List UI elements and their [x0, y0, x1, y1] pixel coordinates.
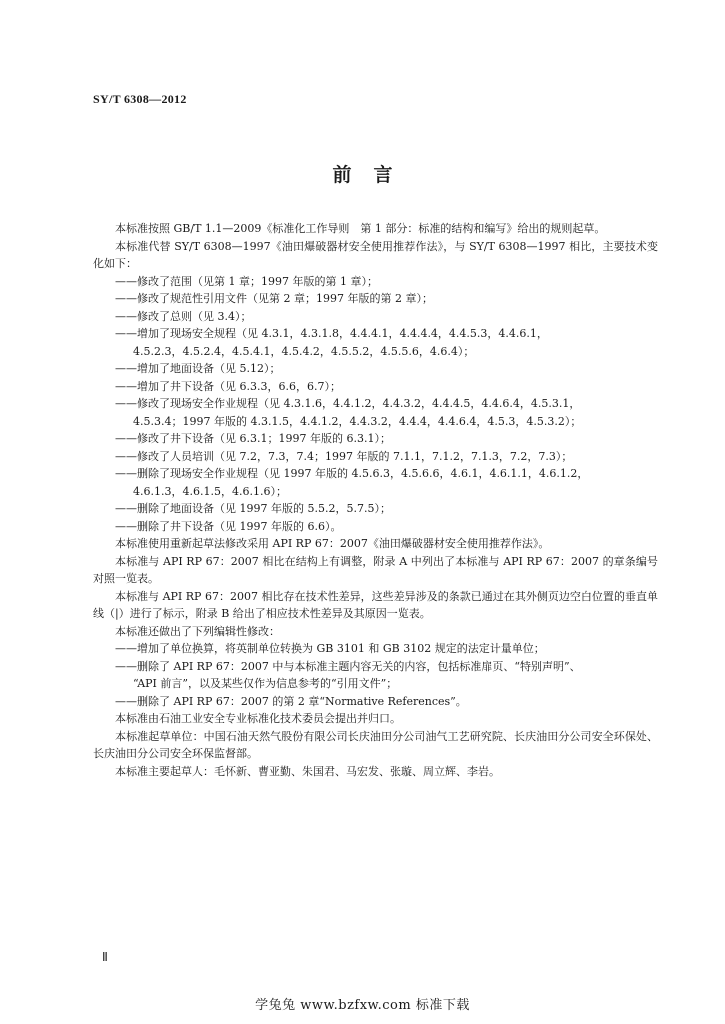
page-title: 前言 [332, 164, 415, 186]
list-item: ——增加了井下设备（见 6.3.3，6.6，6.7）； [115, 379, 341, 393]
list-item: ——删除了 API RP 67：2007 的第 2 章“Normative References”。 [115, 694, 467, 708]
paragraph: 本标准由石油工业安全专业标准化技术委员会提出并归口。 [115, 712, 401, 725]
list-item: ——修改了规范性引用文件（见第 2 章；1997 年版的第 2 章）； [115, 292, 433, 305]
list-item: ——修改了总则（见 3.4）； [115, 309, 252, 323]
paragraph: 本标准按照 GB/T 1.1—2009《标准化工作导则 第 1 部分：标准的结构和编写》给出的规则起草。 [115, 222, 606, 235]
paragraph: 本标准起草单位：中国石油天然气股份有限公司长庆油田分公司油气工艺研究院、长庆油田分公司安全环保处、长庆油田分公司安全环保监督部。 [93, 729, 658, 760]
paragraph: 本标准主要起草人：毛怀新、曹亚勤、朱国君、马宏发、张璇、周立辉、李岩。 [115, 764, 500, 778]
page-number: Ⅱ [102, 950, 108, 964]
list-item-continuation: 4.6.1.3，4.6.1.5，4.6.1.6）； [133, 484, 287, 498]
list-item: ——删除了现场安全作业规程（见 1997 年版的 4.5.6.3，4.5.6.6，4.6.1，4.6.1.1，4.6.1.2， [115, 467, 589, 480]
paragraph: 本标准代替 SY/T 6308—1997《油田爆破器材安全使用推荐作法》，与 SY/T 6308—1997 相比，主要技术变化如下： [93, 239, 658, 270]
list-item: ——修改了井下设备（见 6.3.1；1997 年版的 6.3.1）； [115, 432, 391, 445]
list-item-continuation: 4.5.3.4；1997 年版的 4.3.1.5，4.4.1.2，4.4.3.2，4.4.4，4.4.6.4，4.5.3，4.5.3.2）； [133, 414, 582, 428]
list-item: ——删除了地面设备（见 1997 年版的 5.5.2，5.7.5）； [115, 502, 391, 515]
list-item: ——增加了地面设备（见 5.12）； [115, 362, 281, 375]
list-item: ——增加了现场安全规程（见 4.3.1，4.3.1.8，4.4.4.1，4.4.4.4，4.4.5.3，4.4.6.1， [115, 327, 548, 340]
list-item: ——修改了现场安全作业规程（见 4.3.1.6，4.4.1.2，4.4.3.2，4.4.4.5，4.4.6.4，4.5.3.1， [115, 397, 581, 410]
list-item: ——增加了单位换算，将英制单位转换为 GB 3101 和 GB 3102 规定的法定计量单位； [115, 642, 545, 655]
footer-watermark: 学兔兔 www.bzfxw.com 标准下载 [255, 998, 470, 1013]
paragraph: 本标准与 API RP 67：2007 相比在结构上有调整，附录 A 中列出了本标准与 API RP 67：2007 的章条编号对照一览表。 [93, 554, 658, 585]
paragraph: 本标准使用重新起草法修改采用 API RP 67：2007《油田爆破器材安全使用推荐作法》。 [115, 537, 550, 550]
paragraph: 本标准与 API RP 67：2007 相比存在技术性差异，这些差异涉及的条款已通过在其外侧页边空白位置的垂直单线（|）进行了标示，附录 B 给出了相应技术性差异及其原因一览表。 [93, 589, 658, 620]
list-item: ——修改了人员培训（见 7.2，7.3，7.4；1997 年版的 7.1.1，7.1.2，7.1.3，7.2，7.3）； [115, 449, 573, 463]
list-item-continuation: 4.5.2.3，4.5.2.4，4.5.4.1，4.5.4.2，4.5.5.2，4.5.5.6，4.6.4）； [133, 344, 475, 358]
list-item: ——删除了井下设备（见 1997 年版的 6.6）。 [115, 519, 342, 533]
standard-code: SY/T 6308—2012 [93, 92, 187, 106]
foreword-body [93, 220, 658, 780]
list-item-continuation: “API 前言”，以及某些仅作为信息参考的“引用文件”； [133, 677, 398, 690]
list-item: ——修改了范围（见第 1 章；1997 年版的第 1 章）； [115, 274, 378, 288]
list-item: ——删除了 API RP 67：2007 中与本标准主题内容无关的内容，包括标准扉页、“特别声明”、 [115, 659, 581, 673]
paragraph: 本标准还做出了下列编辑性修改： [115, 624, 280, 638]
